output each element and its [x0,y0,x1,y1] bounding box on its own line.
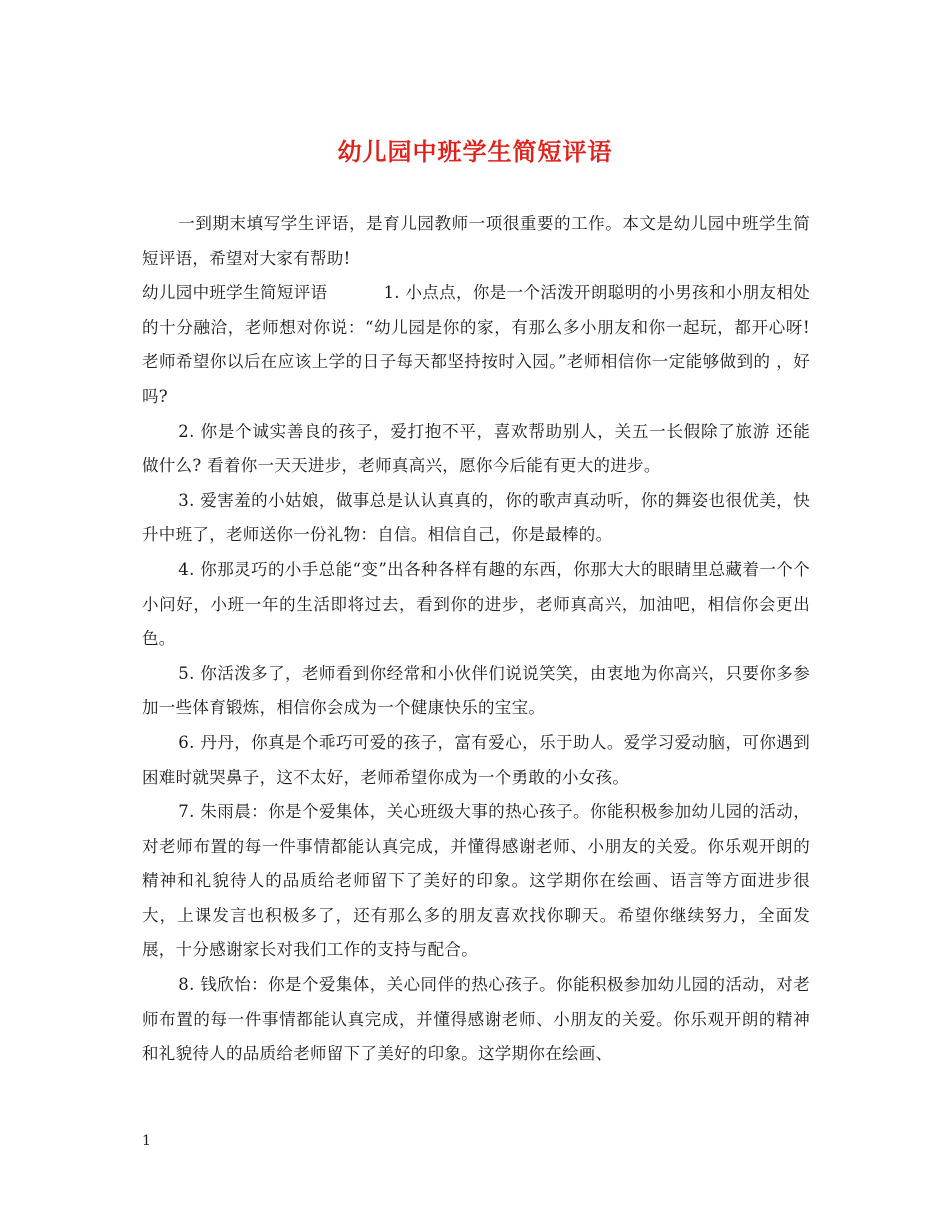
comment-item-4: 4. 你那灵巧的小手总能“变”出各种各样有趣的东西，你那大大的眼睛里总藏着一个个小问好，小班一年的生活即将过去，看到你的进步，老师真高兴，加油吧，相信你会更出色。 [142,559,810,649]
comment-item-5: 5. 你活泼多了，老师看到你经常和小伙伴们说说笑笑，由衷地为你高兴，只要你多参加一些体育锻炼，相信你会成为一个健康快乐的宝宝。 [142,663,810,718]
comment-item-3: 3. 爱害羞的小姑娘，做事总是认认真真的，你的歌声真动听，你的舞姿也很优美，快升中班了，老师送你一份礼物：自信。相信自己，你是最棒的。 [142,490,810,545]
comment-item-1: 1. 小点点，你是一个活泼开朗聪明的小男孩和小朋友相处的十分融洽，老师想对你说：“幼儿园是你的家，有那么多小朋友和你一起玩，都开心呀!老师希望你以后在应该上学的日子每天都坚持按时入园。”老师相信你一定能够做到的 ，好吗? [142,283,810,406]
section-heading: 幼儿园中班学生简短评语 [142,283,328,303]
comment-item-6: 6. 丹丹，你真是个乖巧可爱的孩子，富有爱心，乐于助人。爱学习爱动脑，可你遇到困难时就哭鼻子，这不太好，老师希望你成为一个勇敢的小女孩。 [142,732,810,787]
intro-paragraph: 一到期末填写学生评语，是育儿园教师一项很重要的工作。本文是幼儿园中班学生简短评语，希望对大家有帮助! [142,214,810,268]
comment-item-2: 2. 你是个诚实善良的孩子，爱打抱不平，喜欢帮助别人，关五一长假除了旅游 还能做什么? 看着你一天天进步，老师真高兴，愿你今后能有更大的进步。 [142,421,810,476]
comment-item-8: 8. 钱欣怡：你是个爱集体，关心同伴的热心孩子。你能积极参加幼儿园的活动，对老师布置的每一件事情都能认真完成，并懂得感谢老师、小朋友的关爱。你乐观开朗的精神和礼貌待人的品质给老师留下了美好的印象。这学期你在绘画、 [142,975,810,1064]
document-body [142,207,810,1072]
document-title: 幼儿园中班学生简短评语 [337,137,613,166]
heading-gap [327,283,383,302]
page-number: 1 [142,1133,151,1149]
item-1-paragraph [142,276,810,414]
comment-item-7: 7. 朱雨晨：你是个爱集体，关心班级大事的热心孩子。你能积极参加幼儿园的活动，对老师布置的每一件事情都能认真完成，并懂得感谢老师、小朋友的关爱。你乐观开朗的精神和礼貌待人的品质给老师留下了美好的印象。这学期你在绘画、语言等方面进步很大，上课发言也积极多了，还有那么多的朋友喜欢找你聊天。希望你继续努力，全面发展，十分感谢家长对我们工作的支持与配合。 [142,802,810,960]
